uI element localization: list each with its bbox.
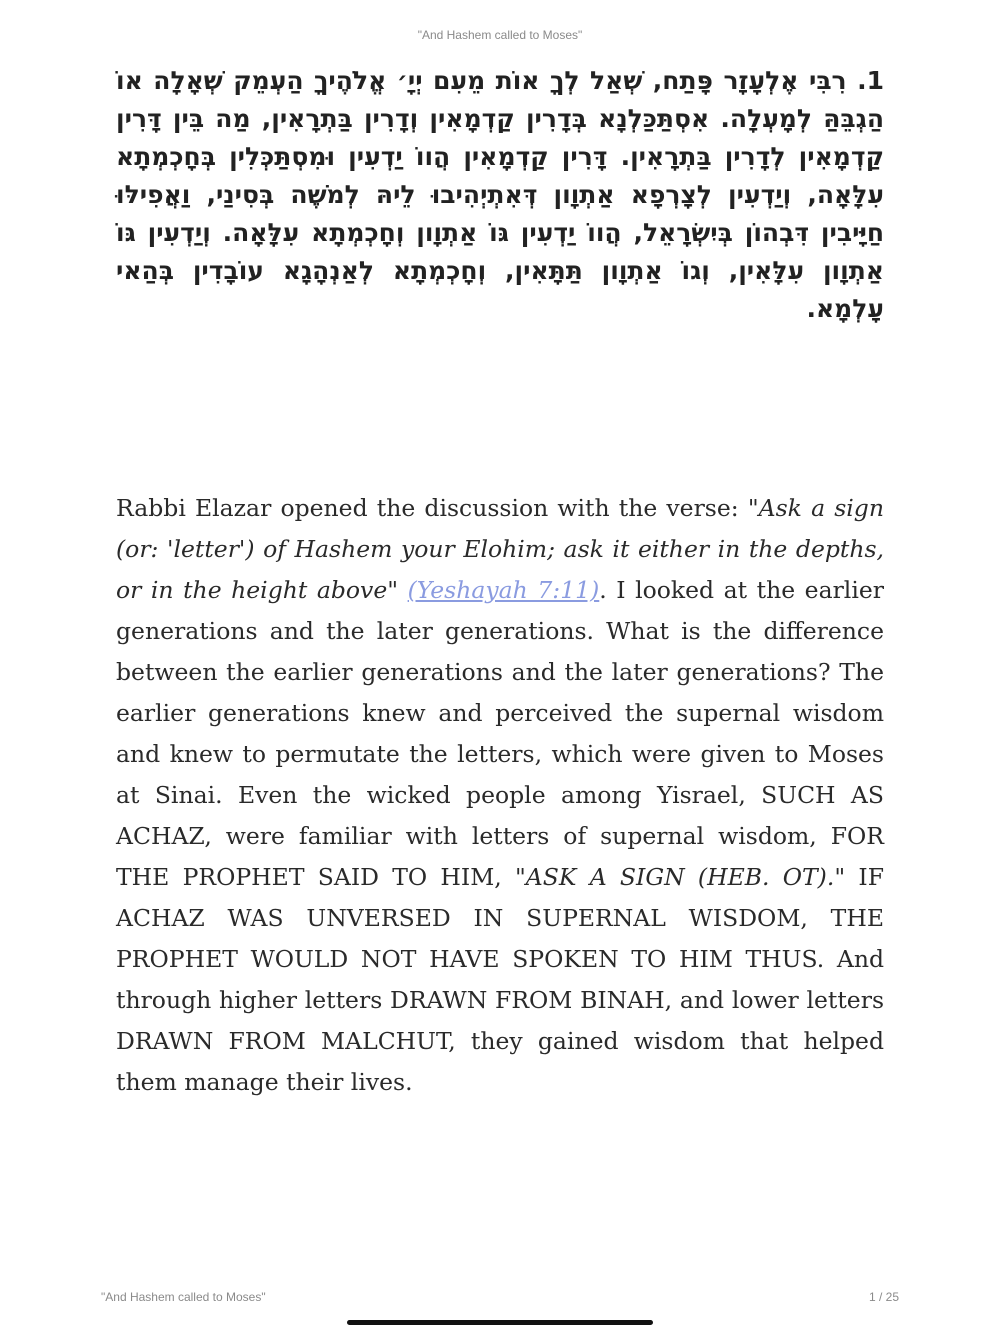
- chapter-title-header: "And Hashem called to Moses": [417, 28, 583, 42]
- verse-reference-link[interactable]: (Yeshayah 7:11): [407, 576, 600, 604]
- prophet-quote: "ASK A SIGN (HEB. OT).": [515, 863, 846, 891]
- space-text: [398, 576, 408, 604]
- page-indicator: 1 / 25: [868, 1290, 899, 1304]
- home-indicator-bar[interactable]: [347, 1320, 653, 1325]
- translation-closing-text: IF ACHAZ WAS UNVERSED IN SUPERNAL WISDOM, THE PROPHET WOULD NOT HAVE SPOKEN TO HIM THUS. And through higher letters DRAWN FROM BINAH, and lower letters DRAWN FROM MALCHUT, they gained wisdom that helped them manage their lives.: [116, 863, 884, 1096]
- verse-quote: "Ask a sign (or: 'letter') of Hashem your Elohim; ask it either in the depths, or in the height above": [116, 494, 884, 604]
- hebrew-source-paragraph: 1. רִבִּי אֶלְעָזָר פָּתַח, שְׁאַל לְךָ אוֹת מֵעִם יְיָ׳ אֱלֹהֶיךָ הַעְמֵק שְׁאָלָה אוֹ הַגְבֵּהַּ לְמָעְלָה. אִסְתַּכַּלְנָא בְּדָרִין קַדְמָאִין וְדָרִין בַּתְרָאִין, מַה בֵּין דָּרִין קַדְמָאִין לְדָרִין בַּתְרָאִין. דָּרִין קַדְמָאִין הֲווֹ יַדְעִין וּמִסְתַּכְּלִין בְּחָכְמְתָא עִלָּאָה, וְיַדְעִין לְצָרְפָא אַתְוָון דְּאִתְיְהִיבוּ לֵיהּ לְמֹשֶׁה בְּסִינַי, וַאֲפִילּוּ חַיָּיבִין דִּבְהוֹן בְּיִשְׂרָאֵל, הֲווֹ יַדְעִין גּוֹ אַתְוָון וְחָכְמְתָא עִלָּאָה. וְיַדְעִין גּוֹ אַתְוָון עִלָּאִין, וְגוֹ אַתְוָון תַּתָּאִין, וְחָכְמְתָא לְאַנְהָגָא עוֹבָדִין בְּהַאי עָלְמָא.: [116, 66, 884, 323]
- translation-intro-text: Rabbi Elazar opened the discussion with the verse:: [116, 494, 748, 522]
- english-translation-paragraph: [116, 488, 884, 1103]
- footer-chapter-title: "And Hashem called to Moses": [101, 1290, 266, 1304]
- translation-body-text: . I looked at the earlier generations and the later generations. What is the difference between the earlier generations and the later generations? The earlier generations knew and perceived the supernal wisdom and knew to permutate the letters, which were given to Moses at Sinai. Even the wicked people among Yisrael, SUCH AS ACHAZ, were familiar with letters of supernal wisdom, FOR THE PROPHET SAID TO HIM,: [116, 576, 884, 891]
